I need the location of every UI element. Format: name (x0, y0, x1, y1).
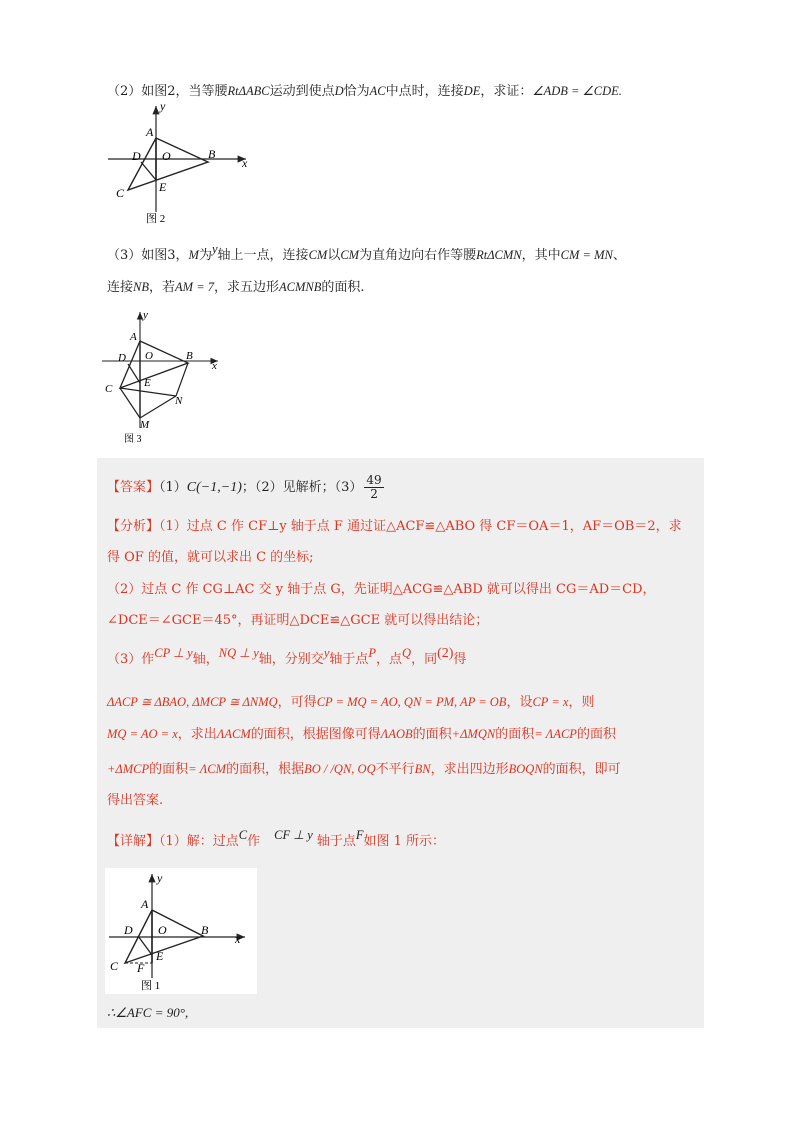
fig3-label-n: N (175, 395, 183, 407)
figure-2 (108, 100, 258, 230)
fig1-label-b: B (201, 923, 209, 937)
fig2-label-a: A (146, 125, 154, 139)
fig2-label-o: O (162, 149, 171, 163)
fig1-label-c: C (110, 959, 119, 973)
question-2-text: （2）如图2，当等腰RtΔABC运动到使点D恰为AC中点时，连接DE，求证：∠ADB = ∠CDE. (107, 84, 622, 99)
fig2-label-y: y (160, 100, 166, 113)
fig2-label-e: E (159, 180, 167, 194)
analysis-line-5: （3）作CP ⊥ y轴，NQ ⊥ y轴，分别交y轴于点P，点Q，同(2)得 (107, 646, 467, 667)
final-statement: ∴∠AFC = 90°, (107, 1005, 189, 1020)
fig1-label-e: E (156, 949, 164, 963)
fig2-label-d: D (132, 149, 141, 163)
fig3-label-m: M (140, 419, 150, 431)
question-3-line-1: （3）如图3，M为y轴上一点，连接CM以CM为直角边向右作等腰RtΔCMN，其中CM = MN、 (107, 242, 626, 263)
analysis-line-6: ΔACP ≅ ΔBAO, ΔMCP ≅ ΔNMQ，可得CP = MQ = AO, QN = PM, AP = OB，设CP = x，则 (107, 695, 595, 710)
analysis-line-7: MQ = AO = x，求出ΛACM的面积，根据图像可得ΛAOB的面积+ΔMQN的面积= ΛACP的面积 (107, 727, 616, 742)
analysis-line-4: ∠DCE＝∠GCE＝45°，再证明△DCE≌△GCE 就可以得出结论； (107, 613, 489, 628)
fig3-label-a: A (130, 331, 137, 343)
fig3-label-e: E (144, 377, 151, 389)
fig1-label-o: O (158, 923, 167, 937)
fig2-label-b: B (208, 147, 216, 161)
answer-fraction: $\frac{49}{2}$ (366, 473, 382, 501)
analysis-line-1: 【分析】（1）过点 C 作 CF⊥y 轴于点 F 通过证△ACF≌△ABO 得 CF＝OA＝1，AF＝OB＝2，求 (107, 519, 682, 534)
analysis-line-9: 得出答案. (107, 793, 164, 808)
fig1-label-x: x (235, 932, 241, 946)
analysis-line-8: +ΔMCP的面积= ΛCM的面积，根据BO / /QN, OQ不平行BN，求出四边形BOQN的面积，即可 (107, 762, 621, 777)
fig3-label-y: y (143, 309, 148, 321)
answer-line: 【答案】（1）C(−1,−1)；（2）见解析；（3） $\frac{49}{2}$ (107, 473, 382, 501)
detail-line: 【详解】（1）解：过点C作 CF ⊥ y 轴于点F如图 1 所示： (107, 828, 446, 849)
figure-1 (105, 868, 257, 994)
fig2-label-x: x (242, 156, 248, 170)
analysis-line-3: （2）过点 C 作 CG⊥AC 交 y 轴于点 G，先证明△ACG≌△ABD 就可以得出 CG＝AD＝CD， (107, 582, 656, 597)
fig1-caption: 图 1 (141, 980, 161, 992)
fig3-label-b: B (186, 350, 193, 362)
fig1-label-a: A (141, 897, 149, 911)
fig1-label-d: D (124, 923, 133, 937)
question-3-line-2: 连接NB，若AM = 7，求五边形ACMNB的面积. (107, 280, 365, 295)
fig3-label-x: x (212, 360, 217, 372)
fig1-label-f: F (137, 961, 145, 975)
analysis-line-2: 得 OF 的值，就可以求出 C 的坐标; (107, 550, 314, 565)
fig3-caption: 图 3 (124, 434, 142, 445)
fig2-label-c: C (116, 186, 125, 200)
fig1-label-y: y (157, 871, 163, 885)
fig3-label-o: O (145, 350, 153, 362)
fig3-label-c: C (105, 383, 113, 395)
fig3-label-d: D (118, 352, 126, 364)
figure-3 (100, 306, 230, 446)
fig2-caption: 图 2 (146, 213, 166, 225)
